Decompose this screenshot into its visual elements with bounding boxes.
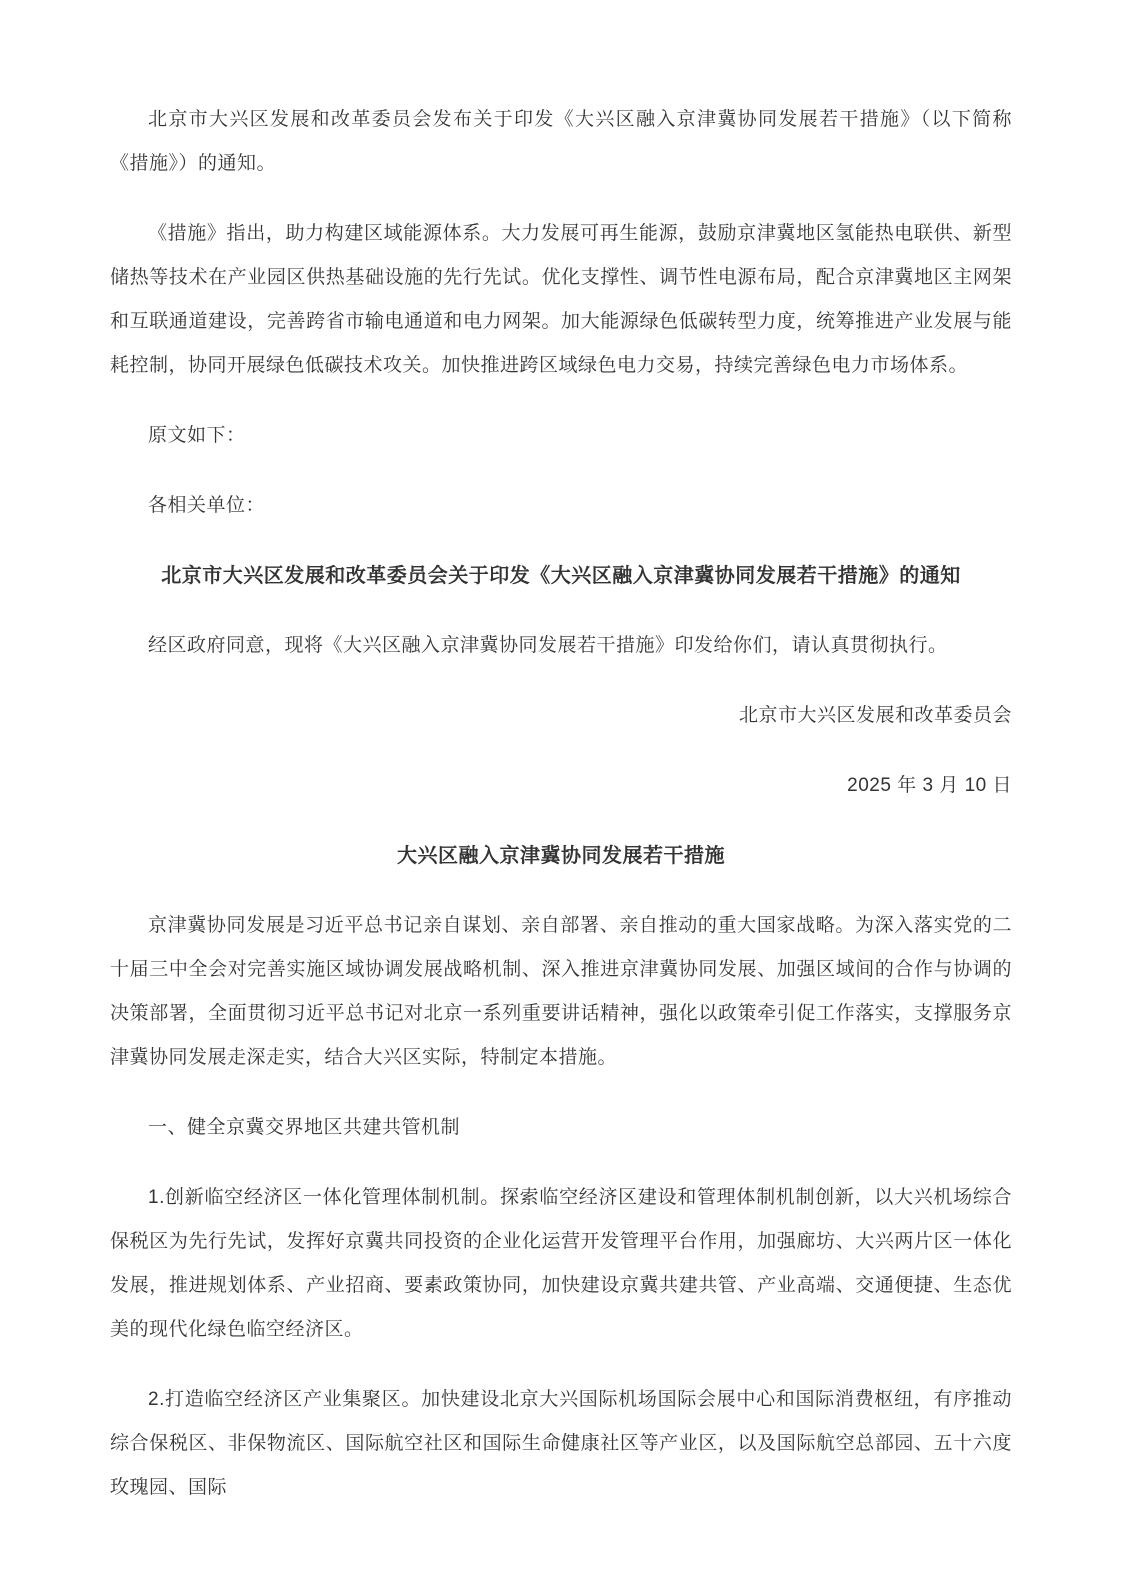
item-1-paragraph: 1.创新临空经济区一体化管理体制机制。探索临空经济区建设和管理体制机制创新，以大兴机场综合保税区为先行先试，发挥好京冀共同投资的企业化运营开发管理平台作用，加强廊坊、大兴两片区一体化发展，推进规划体系、产业招商、要素政策协同，加快建设京冀共建共管、产业高端、交通便捷、生态优美的现代化绿色临空经济区。 [110,1187,1012,1340]
measures-title: 大兴区融入京津冀协同发展若干措施 [397,845,725,867]
document-body [110,98,1012,1510]
issuer-signature: 北京市大兴区发展和改革委员会 [738,705,1012,726]
original-text-label: 原文如下： [148,425,246,446]
notice-title: 北京市大兴区发展和改革委员会关于印发《大兴区融入京津冀协同发展若干措施》的通知 [161,565,961,587]
intro-paragraph: 北京市大兴区发展和改革委员会发布关于印发《大兴区融入京津冀协同发展若干措施》（以下简称《措施》）的通知。 [110,109,1012,174]
issue-date: 2025 年 3 月 10 日 [847,775,1012,796]
summary-paragraph: 《措施》指出，助力构建区域能源体系。大力发展可再生能源，鼓励京津冀地区氢能热电联供、新型储热等技术在产业园区供热基础设施的先行先试。优化支撑性、调节性电源布局，配合京津冀地区主网架和互联通道建设，完善跨省市输电通道和电力网架。加大能源绿色低碳转型力度，统筹推进产业发展与能耗控制，协同开展绿色低碳技术攻关。加快推进跨区域绿色电力交易，持续完善绿色电力市场体系。 [110,223,1012,376]
item-2-paragraph: 2.打造临空经济区产业集聚区。加快建设北京大兴国际机场国际会展中心和国际消费枢纽，有序推动综合保税区、非保物流区、国际航空社区和国际生命健康社区等产业区，以及国际航空总部园、五十六度玫瑰园、国际 [110,1389,1012,1498]
section-1-heading: 一、健全京冀交界地区共建共管机制 [148,1117,461,1138]
issuance-paragraph: 经区政府同意，现将《大兴区融入京津冀协同发展若干措施》印发给你们，请认真贯彻执行。 [148,635,948,656]
preamble-paragraph: 京津冀协同发展是习近平总书记亲自谋划、亲自部署、亲自推动的重大国家战略。为深入落实党的二十届三中全会对完善实施区域协调发展战略机制、深入推进京津冀协同发展、加强区域间的合作与协调的决策部署，全面贯彻习近平总书记对北京一系列重要讲话精神，强化以政策牵引促工作落实，支撑服务京津冀协同发展走深走实，结合大兴区实际，特制定本措施。 [110,915,1012,1068]
addressee-line: 各相关单位： [148,495,266,516]
